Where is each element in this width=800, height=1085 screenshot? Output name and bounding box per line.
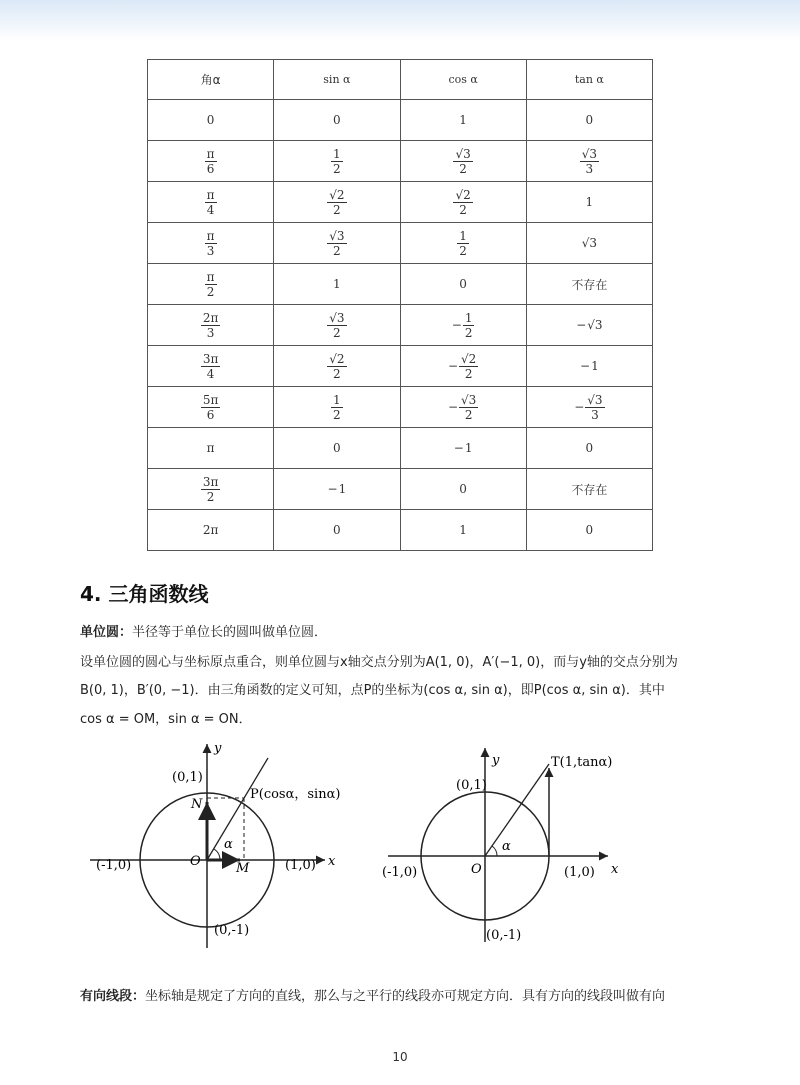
point-t-label: T(1,tanα) — [551, 755, 613, 770]
cell-tan: $\frac{√3}{3}$ — [526, 141, 652, 182]
left-point-label: (-1,0) — [382, 865, 418, 880]
x-axis-label: x — [611, 862, 619, 877]
cell-sin: $\frac{√2}{2}$ — [274, 182, 400, 223]
directed-segment-paragraph — [80, 985, 665, 1004]
page-number: 10 — [392, 1050, 408, 1064]
table-row — [148, 141, 653, 182]
y-axis-label: y — [214, 741, 222, 756]
point-p-label: P(cosα，sinα) — [250, 787, 341, 802]
cell-tan: 0 — [526, 510, 652, 551]
angle-arc — [492, 846, 497, 856]
cell-angle: $\frac{3\pi}{4}$ — [148, 346, 274, 387]
header-decoration — [0, 0, 800, 40]
table-row — [148, 387, 653, 428]
y-axis-label: y — [492, 753, 500, 768]
cell-tan: √3 — [526, 223, 652, 264]
cell-angle: $\frac{3\pi}{2}$ — [148, 469, 274, 510]
cell-cos: − $\frac{1}{2}$ — [400, 305, 526, 346]
bottom-point-label: (0,-1) — [214, 923, 250, 938]
cell-angle: $\frac{5\pi}{6}$ — [148, 387, 274, 428]
cell-cos: $\frac{1}{2}$ — [400, 223, 526, 264]
cell-sin: 0 — [274, 100, 400, 141]
cell-cos: $\frac{√3}{2}$ — [400, 141, 526, 182]
cell-angle: $\frac{2\pi}{3}$ — [148, 305, 274, 346]
table-row — [148, 264, 653, 305]
cell-angle: $\frac{\pi}{3}$ — [148, 223, 274, 264]
angle-label: α — [224, 837, 233, 852]
table-row — [148, 182, 653, 223]
cell-sin: $\frac{√3}{2}$ — [274, 305, 400, 346]
header-angle: 角α — [148, 60, 274, 100]
cell-cos: − $\frac{√3}{2}$ — [400, 387, 526, 428]
cell-tan: 不存在 — [526, 469, 652, 510]
section-title: 4. 三角函数线 — [80, 582, 209, 606]
terminal-ray — [485, 764, 549, 856]
cell-cos: 1 — [400, 100, 526, 141]
cell-sin: $\frac{1}{2}$ — [274, 141, 400, 182]
cell-angle: 0 — [148, 100, 274, 141]
angle-arc — [214, 849, 220, 860]
cell-angle: π — [148, 428, 274, 469]
unit-circle-diagram-sin-cos — [90, 738, 350, 960]
cell-cos: − 1 — [400, 428, 526, 469]
cell-cos: 0 — [400, 469, 526, 510]
cell-angle: $\frac{\pi}{6}$ — [148, 141, 274, 182]
header-sin: sin α — [274, 60, 400, 100]
bottom-point-label: (0,-1) — [486, 928, 522, 943]
cell-sin: $\frac{√3}{2}$ — [274, 223, 400, 264]
table-header-row — [148, 60, 653, 100]
origin-label: O — [471, 862, 482, 877]
unit-circle-line4: cos α = OM，sin α = ON． — [80, 712, 252, 727]
table-row — [148, 510, 653, 551]
cell-cos: − $\frac{√2}{2}$ — [400, 346, 526, 387]
unit-circle-line3: B(0, 1)，B′(0, −1)．由三角函数的定义可知，点P的坐标为(cos α, sin α)，即P(cos α, sin α)．其中 — [80, 683, 665, 698]
origin-label: O — [190, 854, 201, 869]
cell-tan: 0 — [526, 428, 652, 469]
unit-circle-definition-text: 半径等于单位长的圆叫做单位圆． — [132, 625, 328, 640]
table-row — [148, 428, 653, 469]
cell-sin: 0 — [274, 428, 400, 469]
unit-circle-line2: 设单位圆的圆心与坐标原点重合，则单位圆与x轴交点分别为A(1, 0)，A′(−1, 0)，而与y轴的交点分别为 — [80, 655, 678, 670]
top-point-label: (0,1) — [172, 770, 203, 785]
cell-tan: − 1 — [526, 346, 652, 387]
cell-sin: $\frac{√2}{2}$ — [274, 346, 400, 387]
unit-circle-diagram-tan — [380, 742, 630, 960]
cell-sin: $\frac{1}{2}$ — [274, 387, 400, 428]
cell-cos: $\frac{√2}{2}$ — [400, 182, 526, 223]
table-row — [148, 469, 653, 510]
cell-angle: $\frac{\pi}{4}$ — [148, 182, 274, 223]
cell-cos: 0 — [400, 264, 526, 305]
right-point-label: (1,0) — [564, 865, 595, 880]
cell-angle: 2π — [148, 510, 274, 551]
cell-tan: 0 — [526, 100, 652, 141]
angle-label: α — [502, 839, 511, 854]
point-m-label: M — [236, 861, 250, 876]
cell-tan: − √3 — [526, 305, 652, 346]
terminal-ray — [207, 758, 268, 860]
cell-tan: − $\frac{√3}{3}$ — [526, 387, 652, 428]
cell-angle: $\frac{\pi}{2}$ — [148, 264, 274, 305]
table-row — [148, 305, 653, 346]
left-point-label: (-1,0) — [96, 858, 132, 873]
cell-tan: 1 — [526, 182, 652, 223]
table-row — [148, 223, 653, 264]
unit-circle-term: 单位圆： — [80, 625, 133, 640]
table-row — [148, 346, 653, 387]
header-tan: tan α — [526, 60, 652, 100]
top-point-label: (0,1) — [456, 778, 487, 793]
trig-values-table — [147, 59, 653, 551]
right-point-label: (1,0) — [285, 858, 316, 873]
cell-sin: − 1 — [274, 469, 400, 510]
cell-sin: 1 — [274, 264, 400, 305]
table-body — [148, 100, 653, 551]
directed-segment-text: 坐标轴是规定了方向的直线，那么与之平行的线段亦可规定方向．具有方向的线段叫做有向 — [145, 989, 666, 1004]
header-cos: cos α — [400, 60, 526, 100]
directed-segment-term: 有向线段： — [80, 989, 146, 1004]
point-n-label: N — [191, 797, 203, 812]
table-row — [148, 100, 653, 141]
cell-sin: 0 — [274, 510, 400, 551]
unit-circle-definition — [80, 621, 327, 640]
cell-cos: 1 — [400, 510, 526, 551]
x-axis-label: x — [328, 854, 336, 869]
cell-tan: 不存在 — [526, 264, 652, 305]
